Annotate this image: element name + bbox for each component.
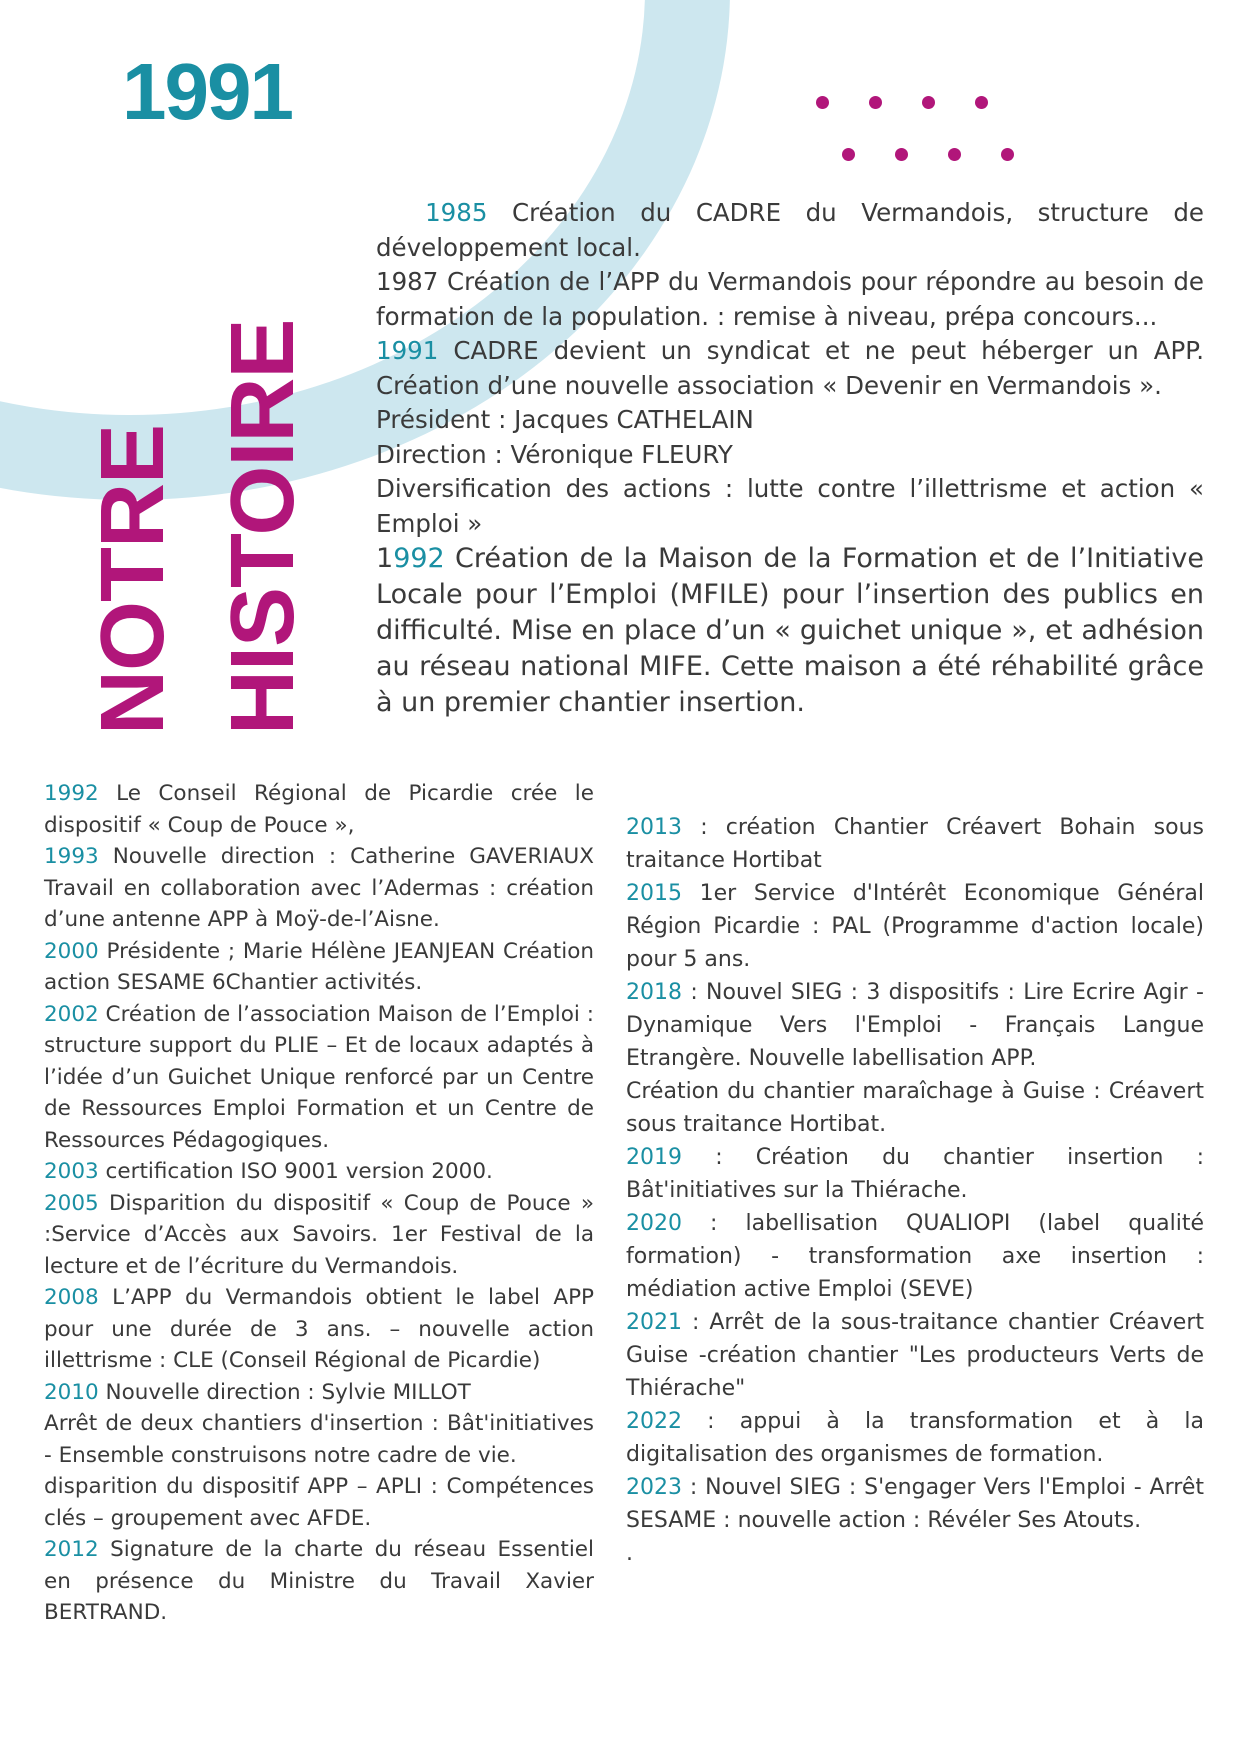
- dot: [922, 96, 935, 109]
- history-entry: [376, 403, 1204, 438]
- dot: [869, 96, 882, 109]
- entry-text: 1987 Création de l’APP du Vermandois pour répondre au besoin de formation de la population. : remise à niveau, prépa concours...: [376, 267, 1204, 331]
- dot: [948, 148, 961, 161]
- history-entry: [626, 1141, 1204, 1207]
- dot: [895, 148, 908, 161]
- entry-year: 2019: [626, 1145, 682, 1170]
- entry-text: disparition du dispositif APP – APLI : Compétences clés – groupement avec AFDE.: [44, 1474, 594, 1531]
- entry-text: L’APP du Vermandois obtient le label APP pour une durée de 3 ans. – nouvelle action illettrisme : CLE (Conseil Régional de Picardie): [44, 1285, 594, 1373]
- right-history-column: [626, 811, 1204, 1570]
- entry-year: 2022: [626, 1409, 682, 1434]
- entry-text: : Nouvel SIEG : S'engager Vers l'Emploi - Arrêt SESAME : nouvelle action : Révéler Ses Atouts.: [626, 1475, 1204, 1533]
- history-entry: [44, 1282, 594, 1377]
- entry-text: : création Chantier Créavert Bohain sous traitance Hortibat: [626, 815, 1204, 873]
- entry-text: CADRE devient un syndicat et ne peut héberger un APP. Création d’une nouvelle association « Devenir en Vermandois ».: [376, 336, 1204, 400]
- entry-text: : labellisation QUALIOPI (label qualité formation) - transformation axe insertion : médiation active Emploi (SEVE): [626, 1211, 1204, 1302]
- history-entry: [626, 1471, 1204, 1537]
- entry-year: 2012: [44, 1537, 99, 1562]
- history-entry: [44, 1188, 594, 1283]
- history-entry: [626, 1537, 1204, 1570]
- history-entry: [44, 999, 594, 1157]
- entry-year: 1991: [376, 336, 439, 365]
- dot: [816, 96, 829, 109]
- entry-text: : Nouvel SIEG : 3 dispositifs : Lire Ecrire Agir - Dynamique Vers l'Emploi - Français Langue Etrangère. Nouvelle labellisation APP.: [626, 980, 1204, 1071]
- entry-text: Création de l’association Maison de l’Emploi : structure support du PLIE – Et de locaux adaptés à l’idée d’un Guichet Unique renforcé par un Centre de Ressources Emploi Formation et un Centre de Ressources Pédagogiques.: [44, 1001, 594, 1153]
- entry-text: Signature de la charte du réseau Essentiel en présence du Ministre du Travail Xavier BERTRAND.: [44, 1537, 594, 1625]
- entry-year: 2003: [44, 1159, 99, 1184]
- history-entry: [44, 936, 594, 999]
- history-entry: [626, 1075, 1204, 1141]
- entry-year: 992: [393, 543, 445, 574]
- history-entry: [376, 438, 1204, 473]
- dot: [1001, 148, 1014, 161]
- entry-text: Diversification des actions : lutte contre l’illettrisme et action « Emploi »: [376, 474, 1204, 538]
- entry-text: Présidente ; Marie Hélène JEANJEAN Création action SESAME 6Chantier activités.: [44, 938, 594, 995]
- entry-text: Nouvelle direction : Catherine GAVERIAUX Travail en collaboration avec l’Adermas : création d’une antenne APP à Moÿ-de-l’Aisne.: [44, 844, 594, 932]
- history-entry: [44, 1377, 594, 1409]
- history-entry: [376, 472, 1204, 541]
- entry-text: Création du CADRE du Vermandois, structure de développement local.: [376, 198, 1204, 262]
- history-entry: [626, 877, 1204, 976]
- entry-text: : Création du chantier insertion : Bât'initiatives sur la Thiérache.: [626, 1145, 1204, 1203]
- dot: [842, 148, 855, 161]
- entry-year: 2020: [626, 1211, 682, 1236]
- entry-text: Arrêt de deux chantiers d'insertion : Bât'initiatives - Ensemble construisons notre cadre de vie.: [44, 1411, 594, 1468]
- history-entry: [376, 334, 1204, 403]
- dot: [975, 96, 988, 109]
- entry-year: 1993: [44, 844, 99, 869]
- entry-year: 2000: [44, 938, 99, 964]
- entry-year: 2005: [44, 1190, 99, 1216]
- history-entry: [376, 196, 1204, 265]
- entry-text: .: [626, 1541, 633, 1566]
- history-entry: [626, 1405, 1204, 1471]
- entry-text: 1er Service d'Intérêt Economique Général Région Picardie : PAL (Programme d'action locale) pour 5 ans.: [626, 881, 1204, 972]
- history-entry: [626, 811, 1204, 877]
- entry-text: Président : Jacques CATHELAIN: [376, 405, 754, 434]
- entry-year: 2008: [44, 1285, 99, 1310]
- entry-text: Création du chantier maraîchage à Guise : Créavert sous traitance Hortibat.: [626, 1079, 1204, 1137]
- history-entry: [44, 1156, 594, 1188]
- left-history-column: [44, 778, 594, 1629]
- history-entry: [44, 1471, 594, 1534]
- entry-year: 2002: [44, 1001, 99, 1027]
- entry-text: Nouvelle direction : Sylvie MILLOT: [98, 1379, 471, 1405]
- entry-year-prefix: 1: [376, 543, 394, 574]
- header-year: 1991: [122, 47, 292, 136]
- top-history-block: [376, 196, 1204, 721]
- entry-year: 1985: [425, 198, 488, 227]
- entry-year: 1992: [44, 781, 99, 806]
- history-entry: [626, 1306, 1204, 1405]
- history-entry: [376, 265, 1204, 334]
- entry-year: 2023: [626, 1475, 682, 1500]
- entry-text: Création de la Maison de la Formation et de l’Initiative Locale pour l’Emploi (MFILE) pour l’insertion des publics en difficulté. Mise en place d’un « guichet unique », et adhésion au réseau national MIFE. Cette maison a été réhabilité grâce à un premier chantier insertion.: [376, 543, 1204, 718]
- history-entry: [626, 976, 1204, 1075]
- entry-text: certification ISO 9001 version 2000.: [98, 1159, 493, 1184]
- history-entry: [44, 841, 594, 936]
- entry-year: 2013: [626, 815, 682, 840]
- title-histoire: HISTOIRE: [213, 319, 313, 735]
- entry-year: 2015: [626, 881, 682, 906]
- entry-text: : Arrêt de la sous-traitance chantier Créavert Guise -création chantier "Les producteurs Verts de Thiérache": [626, 1310, 1204, 1401]
- history-entry: [626, 1207, 1204, 1306]
- history-entry: [44, 778, 594, 841]
- history-entry: [44, 1534, 594, 1629]
- history-entry: [44, 1408, 594, 1471]
- history-entry: [376, 541, 1204, 721]
- entry-year: 2021: [626, 1310, 682, 1335]
- entry-text: Le Conseil Régional de Picardie crée le dispositif « Coup de Pouce »,: [44, 781, 594, 838]
- entry-text: Direction : Véronique FLEURY: [376, 439, 733, 469]
- entry-year: 2010: [44, 1379, 99, 1405]
- entry-text: : appui à la transformation et à la digitalisation des organismes de formation.: [626, 1409, 1204, 1467]
- entry-year: 2018: [626, 980, 682, 1005]
- entry-text: Disparition du dispositif « Coup de Pouce » :Service d’Accès aux Savoirs. 1er Festival de la lecture et de l’écriture du Vermandois.: [44, 1190, 594, 1279]
- title-notre: NOTRE: [83, 425, 183, 735]
